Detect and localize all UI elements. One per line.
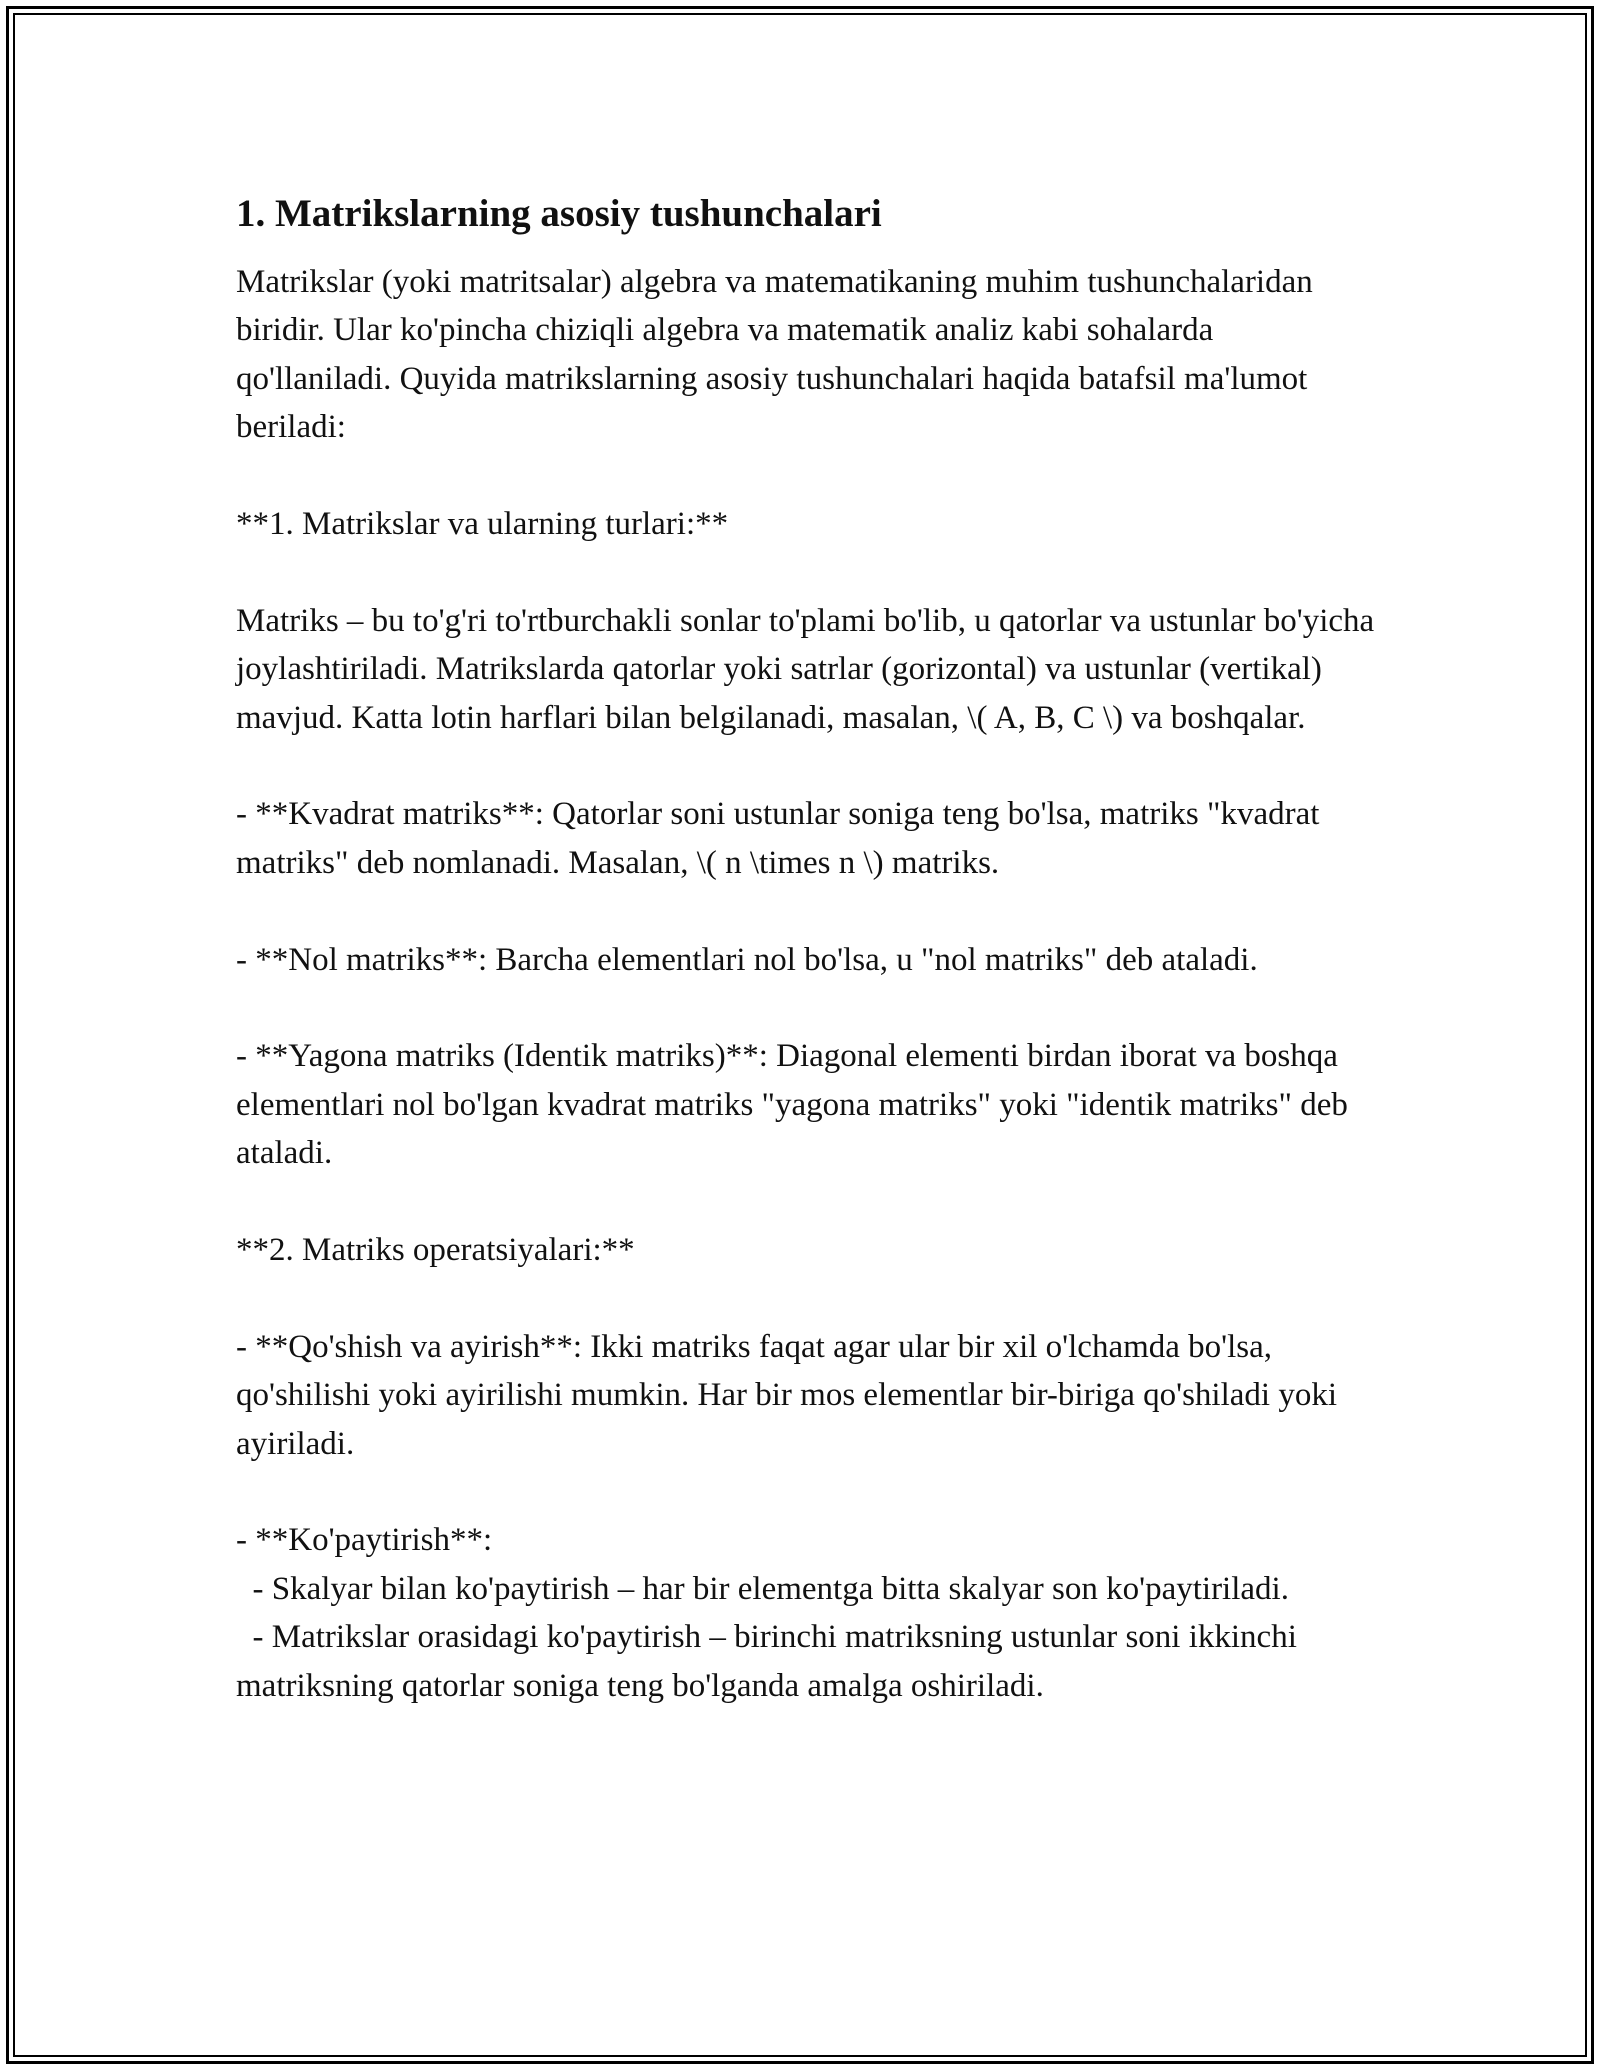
multiplication-item: - **Ko'paytirish**: - Skalyar bilan ko'paytirish – har bir elementga bitta skalyar son ko'paytiriladi. - Matrikslar orasidagi ko'paytirish – birinchi matriksning ustunlar soni ikkinchi matriksning qatorlar soniga teng bo'lganda amalga oshiriladi. [236,1522,1297,1704]
addition-subtraction-item: - **Qo'shish va ayirish**: Ikki matriks faqat agar ular bir xil o'lchamda bo'lsa, qo'shilishi yoki ayirilishi mumkin. Har bir mos elementlar bir-biriga qo'shiladi yoki ayiriladi. [236,1328,1346,1462]
identity-matrix-item: - **Yagona matriks (Identik matriks)**: Diagonal elementi birdan iborat va boshqa elementlari nol bo'lgan kvadrat matriks "yagona matriks" yoki "identik matriks" deb ataladi. [236,1038,1357,1172]
intro-paragraph: Matrikslar (yoki matritsalar) algebra va matematikaning muhim tushunchalaridan biridir. Ular ko'pincha chiziqli algebra va matematik analiz kabi sohalarda qo'llaniladi. Quyida matrikslarning asosiy tushunchalari haqida batafsil ma'lumot beriladi: [236,264,1321,446]
zero-matrix-item: - **Nol matriks**: Barcha elementlari nol bo'lsa, u "nol matriks" deb ataladi. [236,941,1258,978]
document-body [236,186,1383,1710]
subsection-heading-types: **1. Matrikslar va ularning turlari:** [236,506,729,543]
square-matrix-item: - **Kvadrat matriks**: Qatorlar soni ustunlar soniga teng bo'lsa, matriks "kvadrat matriks" deb nomlanadi. Masalan, \( n \times n \) matriks. [236,796,1328,881]
subsection-heading-operations: **2. Matriks operatsiyalari:** [236,1232,635,1269]
matrix-definition-paragraph: Matriks – bu to'g'ri to'rtburchakli sonlar to'plami bo'lib, u qatorlar va ustunlar bo'yicha joylashtiriladi. Matrikslarda qatorlar yoki satrlar (gorizontal) va ustunlar (vertikal) mavjud. Katta lotin harflari bilan belgilanadi, masalan, \( A, B, C \) va boshqalar. [236,602,1383,736]
text-block [236,258,1383,1710]
section-heading: 1. Matrikslarning asosiy tushunchalari [236,192,882,235]
